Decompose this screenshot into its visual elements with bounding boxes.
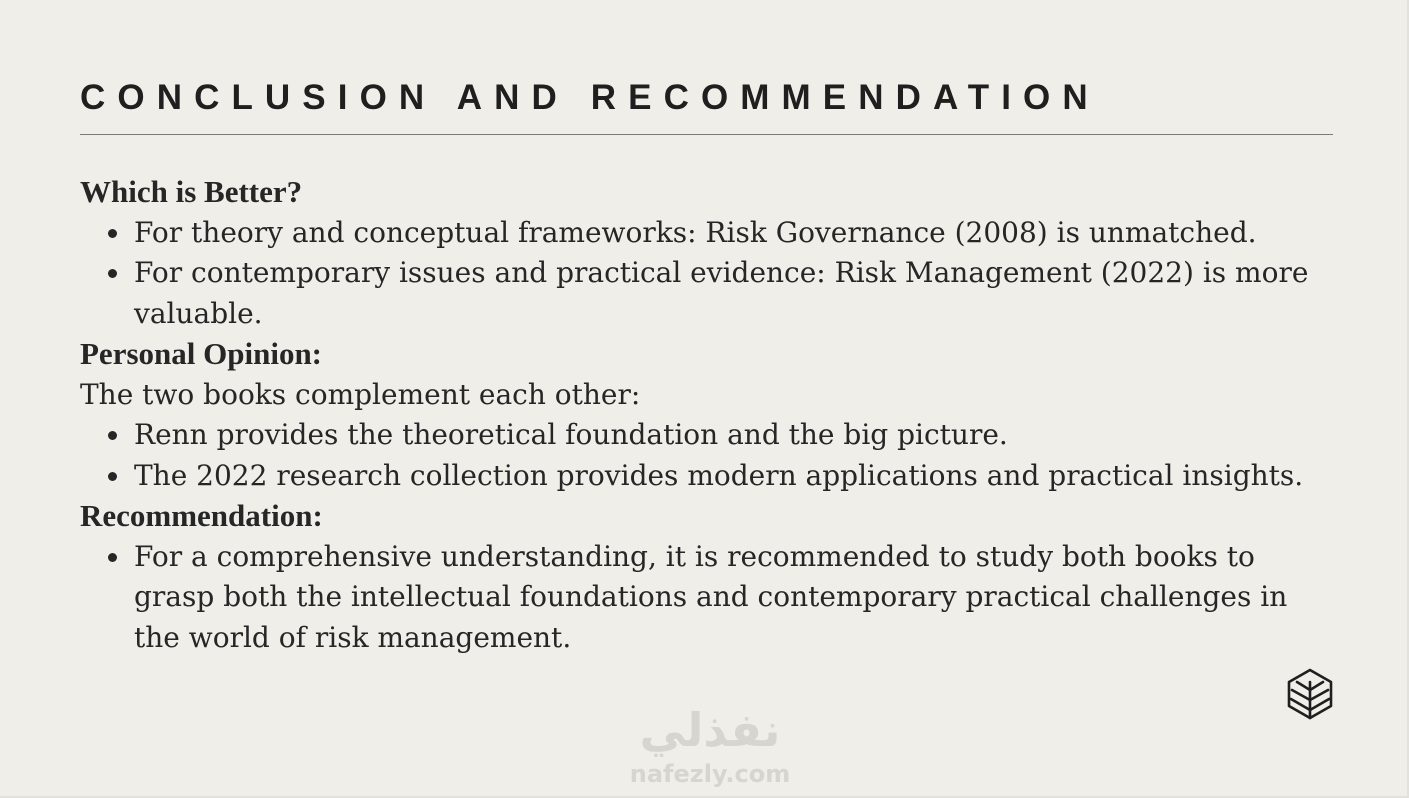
list-item-text: Renn provides the theoretical foundation and the big picture.	[134, 418, 1008, 451]
leaf-lines-icon	[1287, 668, 1333, 720]
list-item-text: The 2022 research collection provides modern applications and practical insights.	[134, 458, 1304, 492]
bullet-icon	[108, 431, 117, 440]
better-list	[80, 213, 1320, 335]
opinion-intro: The two books complement each other:	[80, 377, 641, 411]
list-item	[134, 213, 1320, 254]
list-item	[134, 537, 1320, 659]
bullet-icon	[108, 553, 117, 562]
slide-title: CONCLUSION AND RECOMMENDATION	[80, 78, 1100, 117]
list-item	[134, 253, 1320, 334]
watermark-latin: nafezly.com	[629, 760, 791, 788]
slide-body	[80, 172, 1320, 658]
opinion-list	[80, 415, 1320, 496]
list-item-text: For theory and conceptual frameworks: Risk Governance (2008) is unmatched.	[134, 215, 1257, 249]
list-item-text: For a comprehensive understanding, it is recommended to study both books to grasp both the intellectual foundations and contemporary practical challenges in the world of risk management.	[134, 539, 1288, 654]
list-item-text: For contemporary issues and practical evidence: Risk Management (2022) is more valuable.	[134, 256, 1309, 330]
bullet-icon	[108, 472, 117, 481]
bullet-icon	[108, 229, 117, 238]
section-heading-opinion: Personal Opinion:	[80, 336, 323, 371]
section-heading-better: Which is Better?	[80, 174, 303, 209]
recommendation-list	[80, 537, 1320, 659]
watermark	[615, 700, 805, 796]
bullet-icon	[108, 269, 117, 278]
title-divider	[80, 134, 1333, 135]
section-heading-recommendation: Recommendation:	[80, 498, 323, 533]
list-item	[134, 415, 1320, 456]
list-item	[134, 456, 1320, 497]
watermark-arabic: نفذلي	[639, 703, 781, 757]
